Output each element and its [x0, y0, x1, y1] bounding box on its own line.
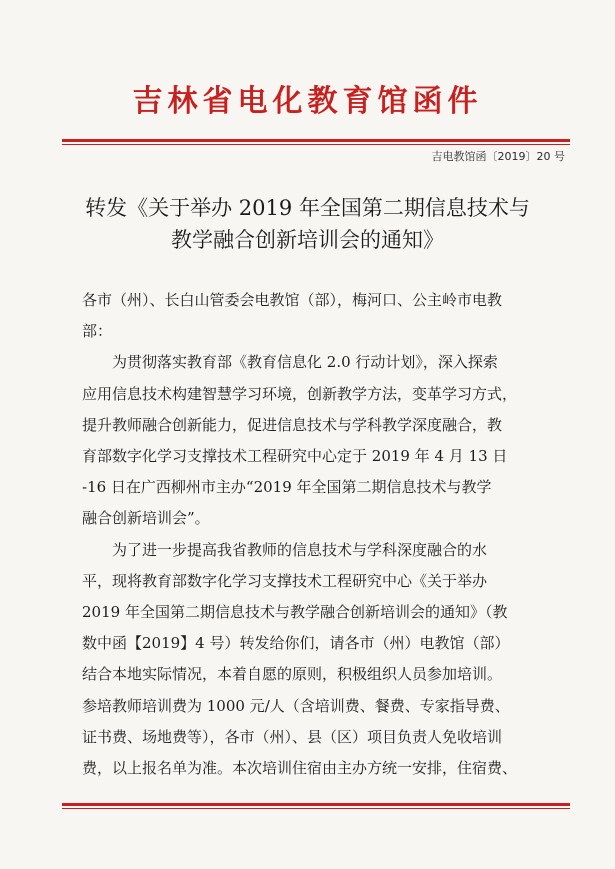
paragraph-line: 为贯彻落实教育部《教育信息化 2.0 行动计划》，深入探索	[112, 353, 498, 372]
paragraph-line: -16 日在广西柳州市主办“2019 年全国第二期信息技术与教学	[82, 478, 492, 497]
paragraph-line: 提升教师融合创新能力，促进信息技术与学科教学深度融合，教	[82, 415, 503, 434]
paragraph-2	[82, 535, 548, 785]
document-title-line: 教学融合创新培训会的通知》	[171, 228, 444, 252]
salutation-line: 各市（州）、长白山管委会电教馆（部），梅河口、公主岭市电教	[82, 291, 503, 309]
paragraph-line: 融合创新培训会”。	[82, 509, 210, 528]
paragraph-line: 证书费、场地费等），各市（州）、县（区）项目负责人免收培训	[82, 727, 503, 746]
footer-rule-thick	[62, 803, 570, 806]
paragraph-line: 为了进一步提高我省教师的信息技术与学科深度融合的水	[112, 540, 488, 559]
salutation	[82, 285, 548, 347]
letterhead-rule-thick	[62, 139, 570, 142]
paragraph-line: 应用信息技术构建智慧学习环境，创新教学方法，变革学习方式，	[82, 384, 518, 403]
paragraph-line: 2019 年全国第二期信息技术与教学融合创新培训会的通知》（教	[82, 603, 508, 622]
paragraph-line: 费，以上报名单为准。本次培训住宿由主办方统一安排，住宿费、	[82, 759, 518, 778]
paragraph-line: 平，现将教育部数字化学习支撑技术工程研究中心《关于举办	[82, 571, 488, 590]
paragraph-line: 数中函【2019】4 号）转发给你们，请各市（州）电教馆（部）	[82, 634, 510, 653]
document-title-line: 转发《关于举办 2019 年全国第二期信息技术与	[85, 196, 530, 220]
paragraph-line: 结合本地实际情况，本着自愿的原则，积极组织人员参加培训。	[82, 665, 503, 684]
document-body	[82, 285, 548, 784]
paragraph-line: 育部数字化学习支撑技术工程研究中心定于 2019 年 4 月 13 日	[82, 447, 508, 466]
salutation-line: 部：	[82, 322, 113, 341]
paragraph-line: 参培教师培训费为 1000 元/人（含培训费、餐费、专家指导费、	[82, 696, 510, 715]
letterhead-rule-thin	[62, 144, 570, 145]
letterhead-title: 吉林省电化教育馆函件	[132, 84, 483, 119]
footer-rule-thin	[62, 808, 570, 809]
document-title	[0, 192, 615, 256]
document-number: 吉电教馆函〔2019〕20 号	[431, 150, 565, 163]
paragraph-1	[82, 347, 548, 534]
